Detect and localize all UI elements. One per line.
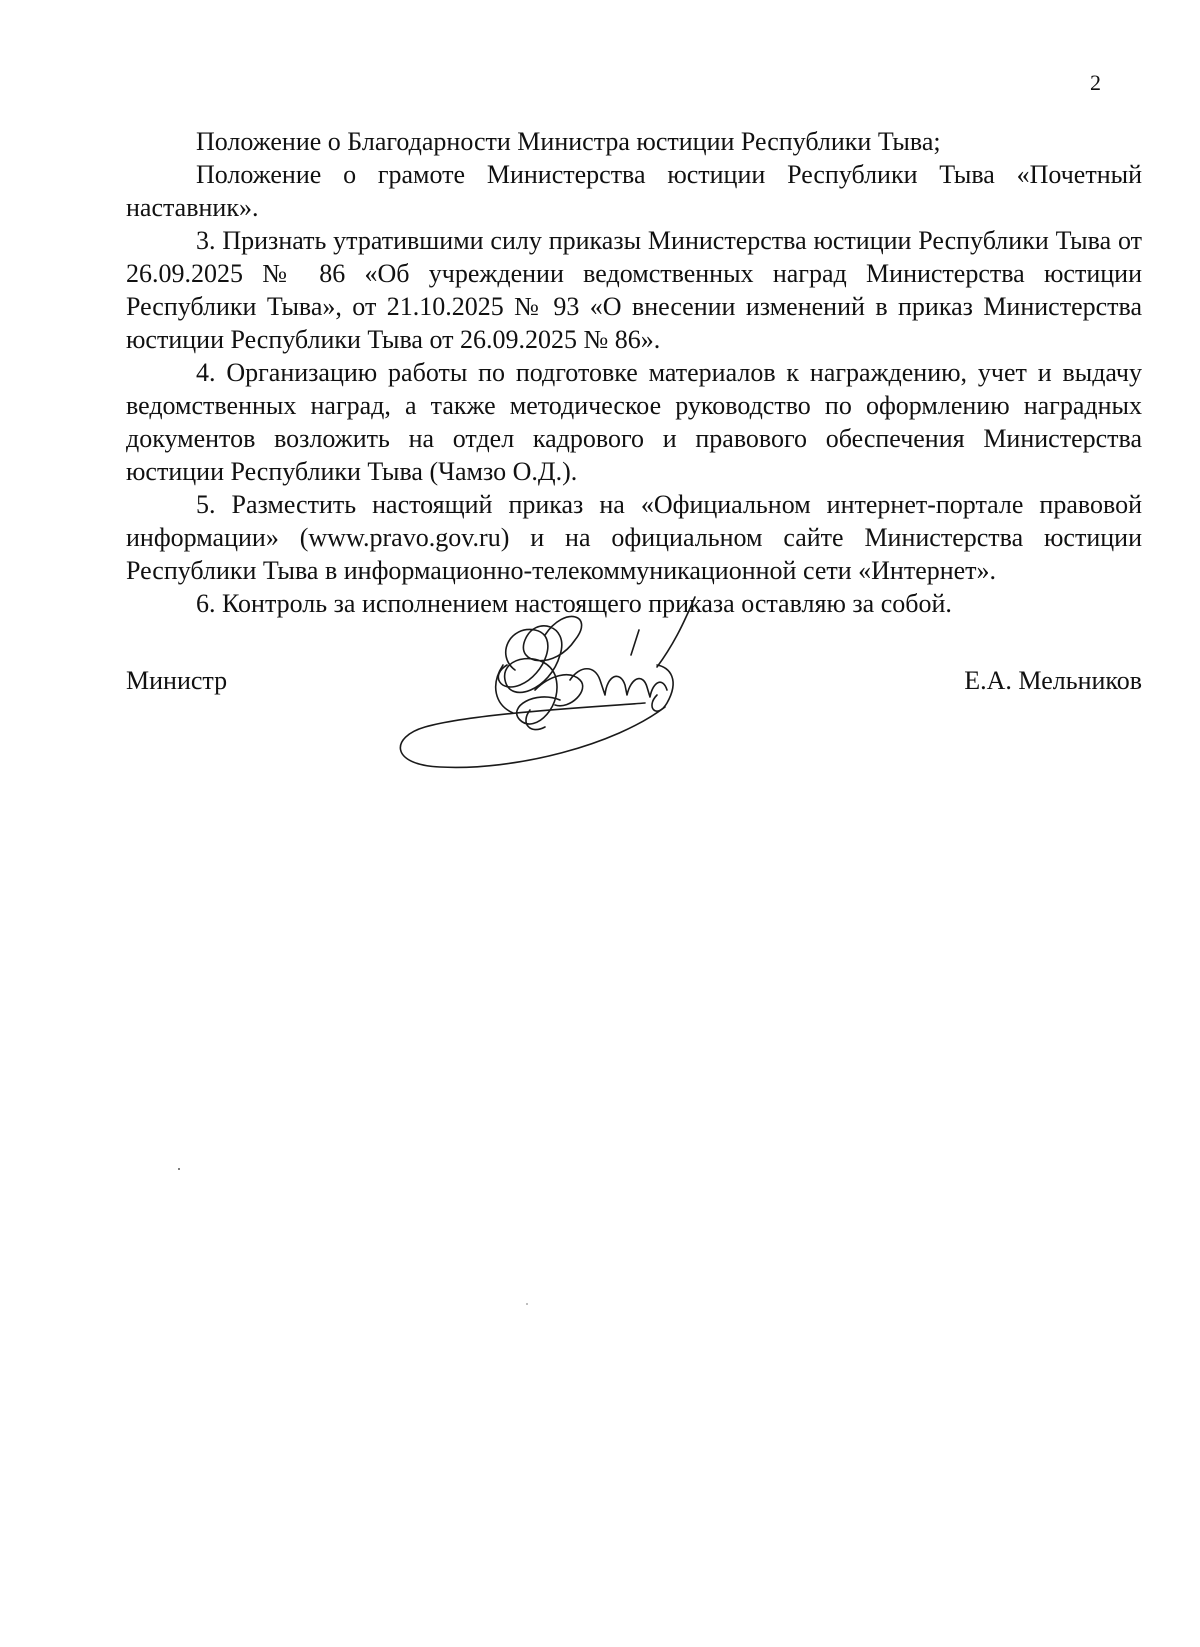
page-number: 2 bbox=[1090, 70, 1101, 95]
paragraph-item-5: 5. Разместить настоящий приказ на «Официальном интернет-портале правовой информации» (www.pravo.gov.ru) и на официальном сайте Министерства юстиции Республики Тыва в информационно-телекоммуникационной сети «Интернет». bbox=[126, 490, 1142, 585]
paragraph-item-4: 4. Организацию работы по подготовке материалов к награждению, учет и выдачу ведомственных наград, а также методическое руководство по оформлению наградных документов возложить на отдел кадрового и правового обеспечения Министерства юстиции Республики Тыва (Чамзо О.Д.). bbox=[126, 358, 1142, 486]
paragraph-item-6: 6. Контроль за исполнением настоящего приказа оставляю за собой. bbox=[196, 589, 952, 618]
signatory-name: Е.А. Мельников bbox=[964, 666, 1142, 695]
paragraph-regulation-gratitude: Положение о Благодарности Министра юстиции Республики Тыва; bbox=[196, 127, 941, 156]
scan-speck bbox=[178, 1168, 180, 1170]
document-body bbox=[126, 125, 1142, 620]
paragraph-item-3: 3. Признать утратившими силу приказы Министерства юстиции Республики Тыва от 26.09.2025 № 86 «Об учреждении ведомственных наград Министерства юстиции Республики Тыва», от 21.10.2025 № 93 «О внесении изменений в приказ Министерства юстиции Республики Тыва от 26.09.2025 № 86». bbox=[126, 226, 1142, 354]
scan-speck bbox=[526, 1303, 528, 1305]
handwritten-signature bbox=[395, 595, 735, 805]
paragraph-regulation-certificate: Положение о грамоте Министерства юстиции Республики Тыва «Почетный наставник». bbox=[126, 160, 1142, 222]
signatory-title: Министр bbox=[126, 666, 228, 695]
